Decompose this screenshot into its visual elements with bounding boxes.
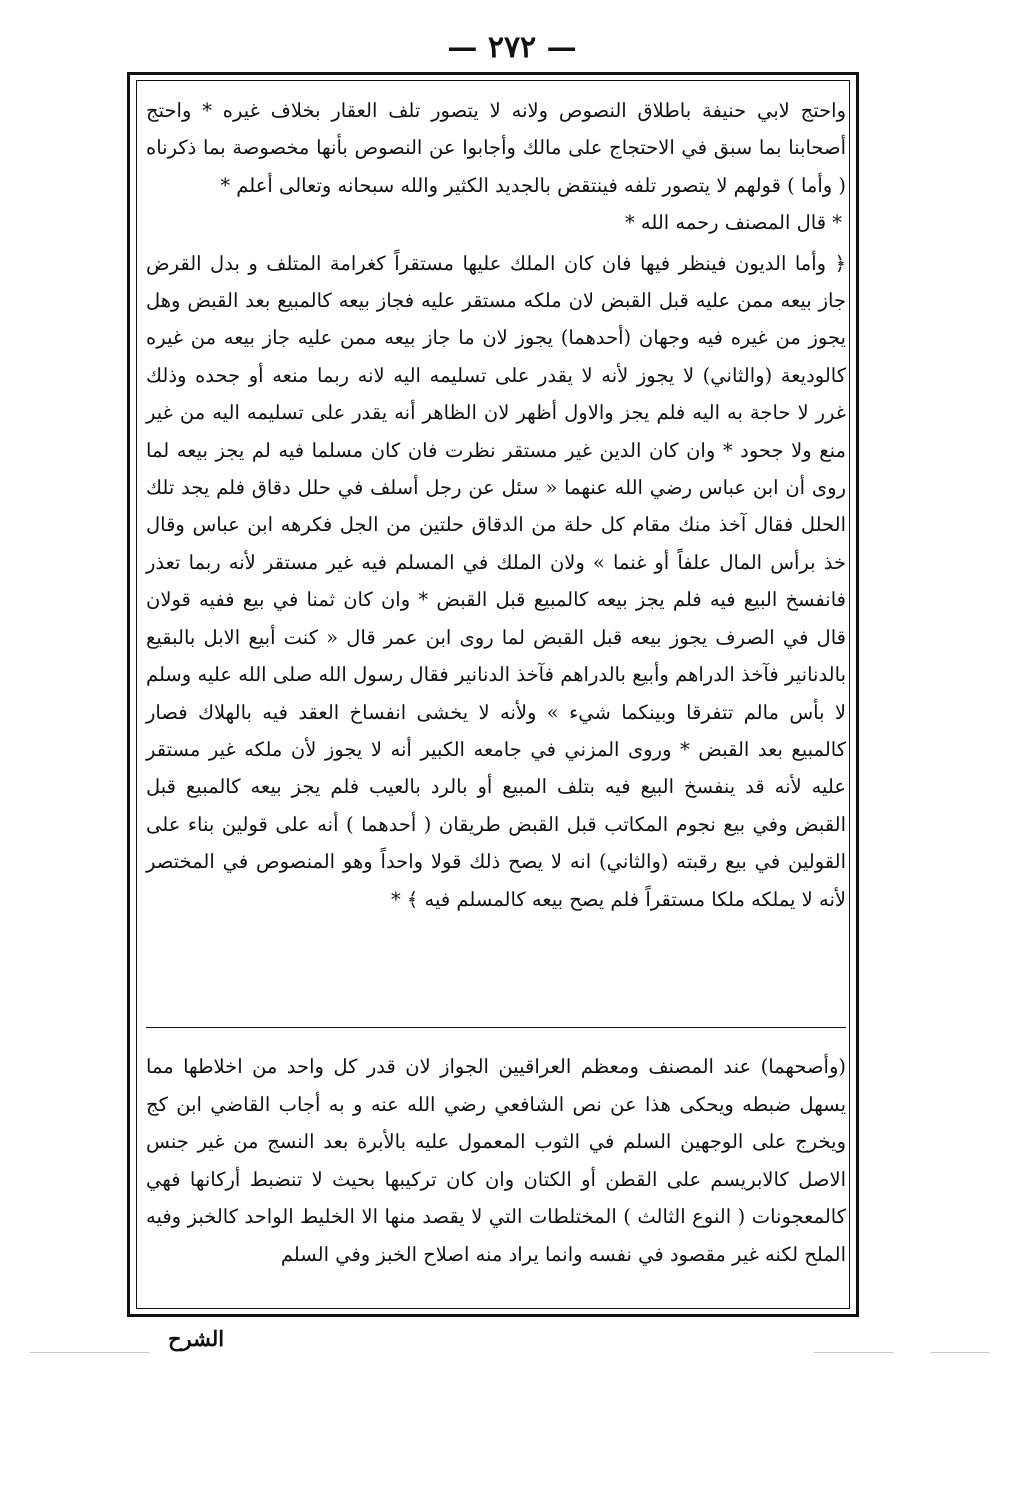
author-heading: * قال المصنف رحمه الله * [624, 211, 842, 235]
scan-noise [814, 1352, 894, 1353]
main-paragraph-1: واحتج لابي حنيفة باطلاق النصوص ولانه لا يتصور تلف العقار بخلاف غيره * واحتج أصحابنا بما سبق في الاحتجاج على مالك وأجابوا عن النصوص بأنها مخصوصة بما ذكرناه ( وأما ) قولهم لا يتصور تلفه فينتقض بالجديد الكثير والله سبحانه وتعالى أعلم * [146, 99, 846, 197]
page-number: — ٢٧٢ — [447, 30, 577, 65]
commentary-block [146, 1048, 846, 1274]
main-text-block [146, 92, 846, 918]
section-divider [146, 1027, 846, 1028]
main-paragraph-2: ﴿ وأما الديون فينظر فيها فان كان الملك عليها مستقراً كغرامة المتلف و بدل القرض جاز بيعه ممن عليه قبل القبض لان ملكه مستقر عليه فجاز بيعه كالمبيع بعد القبض وهل يجوز من غيره فيه وجهان (أحدهما) يجوز لان ما جاز بيعه ممن عليه جاز بيعه من غيره كالوديعة (والثاني) لا يجوز لأنه لا يقدر على تسليمه اليه لانه ربما منعه أو جحده وذلك غرر لا حاجة به اليه فلم يجز والاول أظهر لان الظاهر أنه يقدر على تسليمه اليه من غير منع ولا جحود * وان كان الدين غير مستقر نظرت فان كان مسلما فيه لم يجز بيعه لما روى أن ابن عباس رضي الله عنهما « سئل عن رجل أسلف في حلل دقاق فلم يجد تلك الحلل فقال آخذ منك مقام كل حلة من الدقاق حلتين من الجل فكرهه ابن عباس وقال خذ برأس المال علفاً أو غنما » ولان الملك في المسلم فيه غير مستقر لأنه ربما تعذر فانفسخ البيع فيه فلم يجز بيعه كالمبيع قبل القبض * وان كان ثمنا في بيع ففيه قولان قال في الصرف يجوز بيعه قبل القبض لما روى ابن عمر قال « كنت أبيع الابل بالبقيع بالدنانير فآخذ الدراهم وأبيع بالدراهم فآخذ الدنانير فقال رسول الله صلى الله عليه وسلم لا بأس مالم تتفرقا وبينكما شيء » ولأنه لا يخشى انفساخ العقد فيه بالهلاك فصار كالمبيع بعد القبض * وروى المزني في جامعه الكبير أنه لا يجوز لأن ملكه غير مستقر عليه لأنه قد ينفسخ البيع فيه بتلف المبيع أو بالرد بالعيب فلم يجز بيعه كالمبيع قبل القبض وفي بيع نجوم المكاتب قبل القبض طريقان ( أحدهما ) أنه على قولين بناء على القولين في بيع رقبته (والثاني) انه لا يصح ذلك قولا واحداً وهو المنصوص في المختصر لأنه لا يملكه ملكا مستقراً فلم يصح بيعه كالمسلم فيه ﴾ * [146, 251, 846, 911]
scan-noise [930, 1352, 990, 1353]
footer-label: الشرح [168, 1326, 225, 1351]
commentary-paragraph: (وأصحهما) عند المصنف ومعظم العراقيين الجواز لان قدر كل واحد من اخلاطها مما يسهل ضبطه ويحكى هذا عن نص الشافعي رضي الله عنه و به أجاب القاضي ابن كج ويخرج على الوجهين السلم في الثوب المعمول عليه بالأبرة بعد النسج من غير جنس الاصل كالابريسم على القطن أو الكتان وان كان تركيبها بحيث لا تنضبط أركانها فهي كالمعجونات ( النوع الثالث ) المختلطات التي لا يقصد منها الا الخليط الواحد كالخبز وفيه الملح لكنه غير مقصود في نفسه وانما يراد منه اصلاح الخبز وفي السلم [146, 1055, 846, 1266]
scan-noise [30, 1352, 150, 1353]
